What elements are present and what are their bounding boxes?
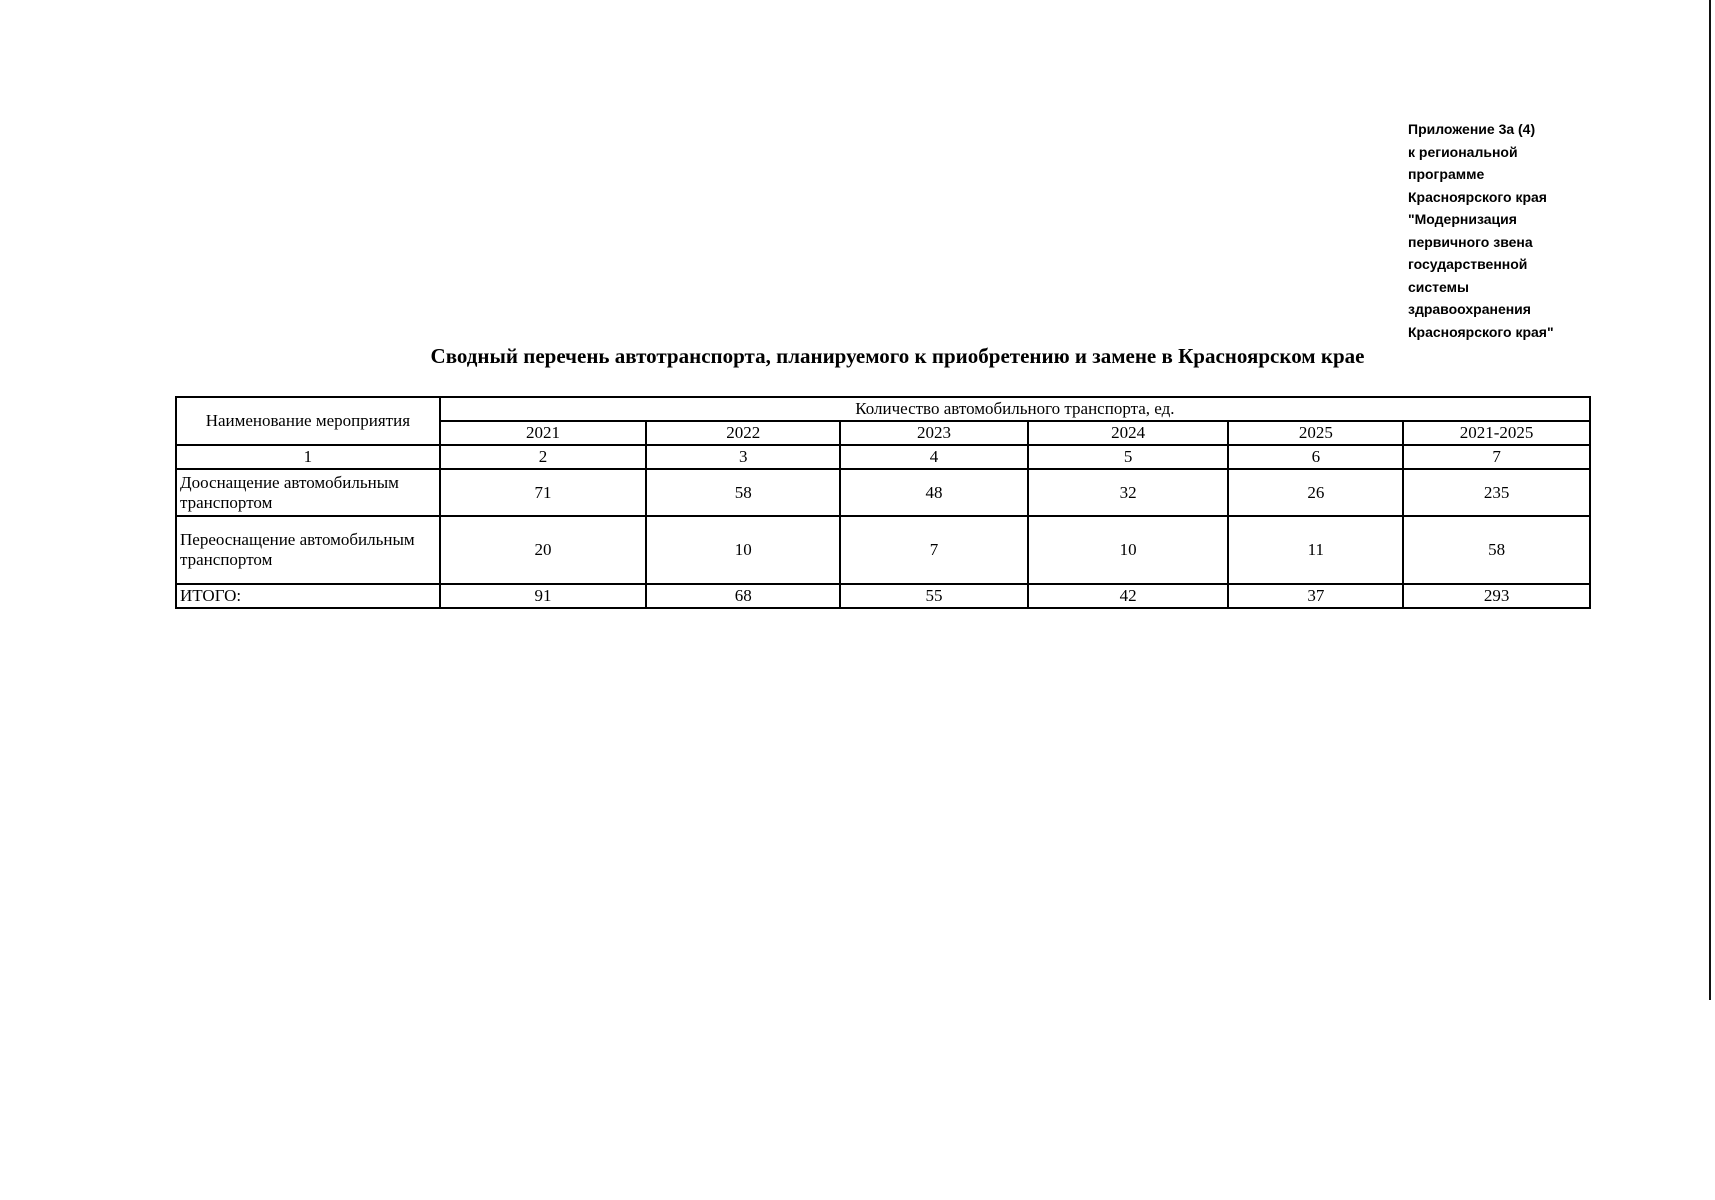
table-cell: 91 [440, 584, 647, 608]
table-row [176, 469, 1590, 516]
appendix-line: государственной [1408, 256, 1528, 272]
appendix-line: Красноярского края [1408, 188, 1547, 205]
appendix-line: "Модернизация [1408, 211, 1517, 227]
column-number: 3 [646, 445, 840, 469]
appendix-line: Красноярского края" [1408, 323, 1554, 340]
row-name: ИТОГО: [176, 584, 440, 608]
column-number: 4 [840, 445, 1028, 469]
column-number: 7 [1403, 445, 1590, 469]
column-number: 1 [176, 445, 440, 469]
name-column-header: Наименование мероприятия [176, 397, 440, 445]
table-cell: 68 [646, 584, 840, 608]
table-cell: 26 [1228, 469, 1403, 516]
table-cell: 10 [1028, 516, 1229, 584]
table-cell: 42 [1028, 584, 1229, 608]
appendix-line: к региональной [1408, 143, 1518, 160]
year-header: 2021 [440, 421, 647, 445]
appendix-line: Приложение 3а (4) [1408, 121, 1536, 137]
year-header: 2021-2025 [1403, 421, 1590, 445]
appendix-line: системы [1408, 278, 1469, 295]
column-number: 2 [440, 445, 647, 469]
scan-edge-line [1709, 0, 1711, 1000]
table-cell: 7 [840, 516, 1028, 584]
table-cell: 48 [840, 469, 1028, 516]
table-cell: 235 [1403, 469, 1590, 516]
total-row [176, 584, 1590, 608]
table-cell: 37 [1228, 584, 1403, 608]
year-header: 2025 [1228, 421, 1403, 445]
column-number-row [176, 445, 1590, 469]
year-header: 2024 [1028, 421, 1229, 445]
table-cell: 55 [840, 584, 1028, 608]
table-cell: 20 [440, 516, 647, 584]
appendix-line: первичного звена [1408, 233, 1533, 250]
appendix-line: программе [1408, 166, 1485, 182]
year-header: 2023 [840, 421, 1028, 445]
table-cell: 58 [1403, 516, 1590, 584]
table-header-row [176, 397, 1590, 421]
document-title: Сводный перечень автотранспорта, планируемого к приобретению и замене в Красноярском крае [430, 344, 1365, 368]
table-cell: 58 [646, 469, 840, 516]
row-name: Дооснащение автомобильным транспортом [176, 469, 440, 516]
quantity-group-header: Количество автомобильного транспорта, ед. [440, 397, 1590, 421]
appendix-note [1408, 118, 1648, 343]
table-cell: 32 [1028, 469, 1229, 516]
table-cell: 10 [646, 516, 840, 584]
table-cell: 11 [1228, 516, 1403, 584]
table-row [176, 516, 1590, 584]
table-cell: 71 [440, 469, 647, 516]
table-cell: 293 [1403, 584, 1590, 608]
column-number: 5 [1028, 445, 1229, 469]
column-number: 6 [1228, 445, 1403, 469]
year-header: 2022 [646, 421, 840, 445]
appendix-line: здравоохранения [1408, 301, 1531, 317]
row-name: Переоснащение автомобильным транспортом [176, 516, 440, 584]
summary-table [175, 396, 1591, 609]
